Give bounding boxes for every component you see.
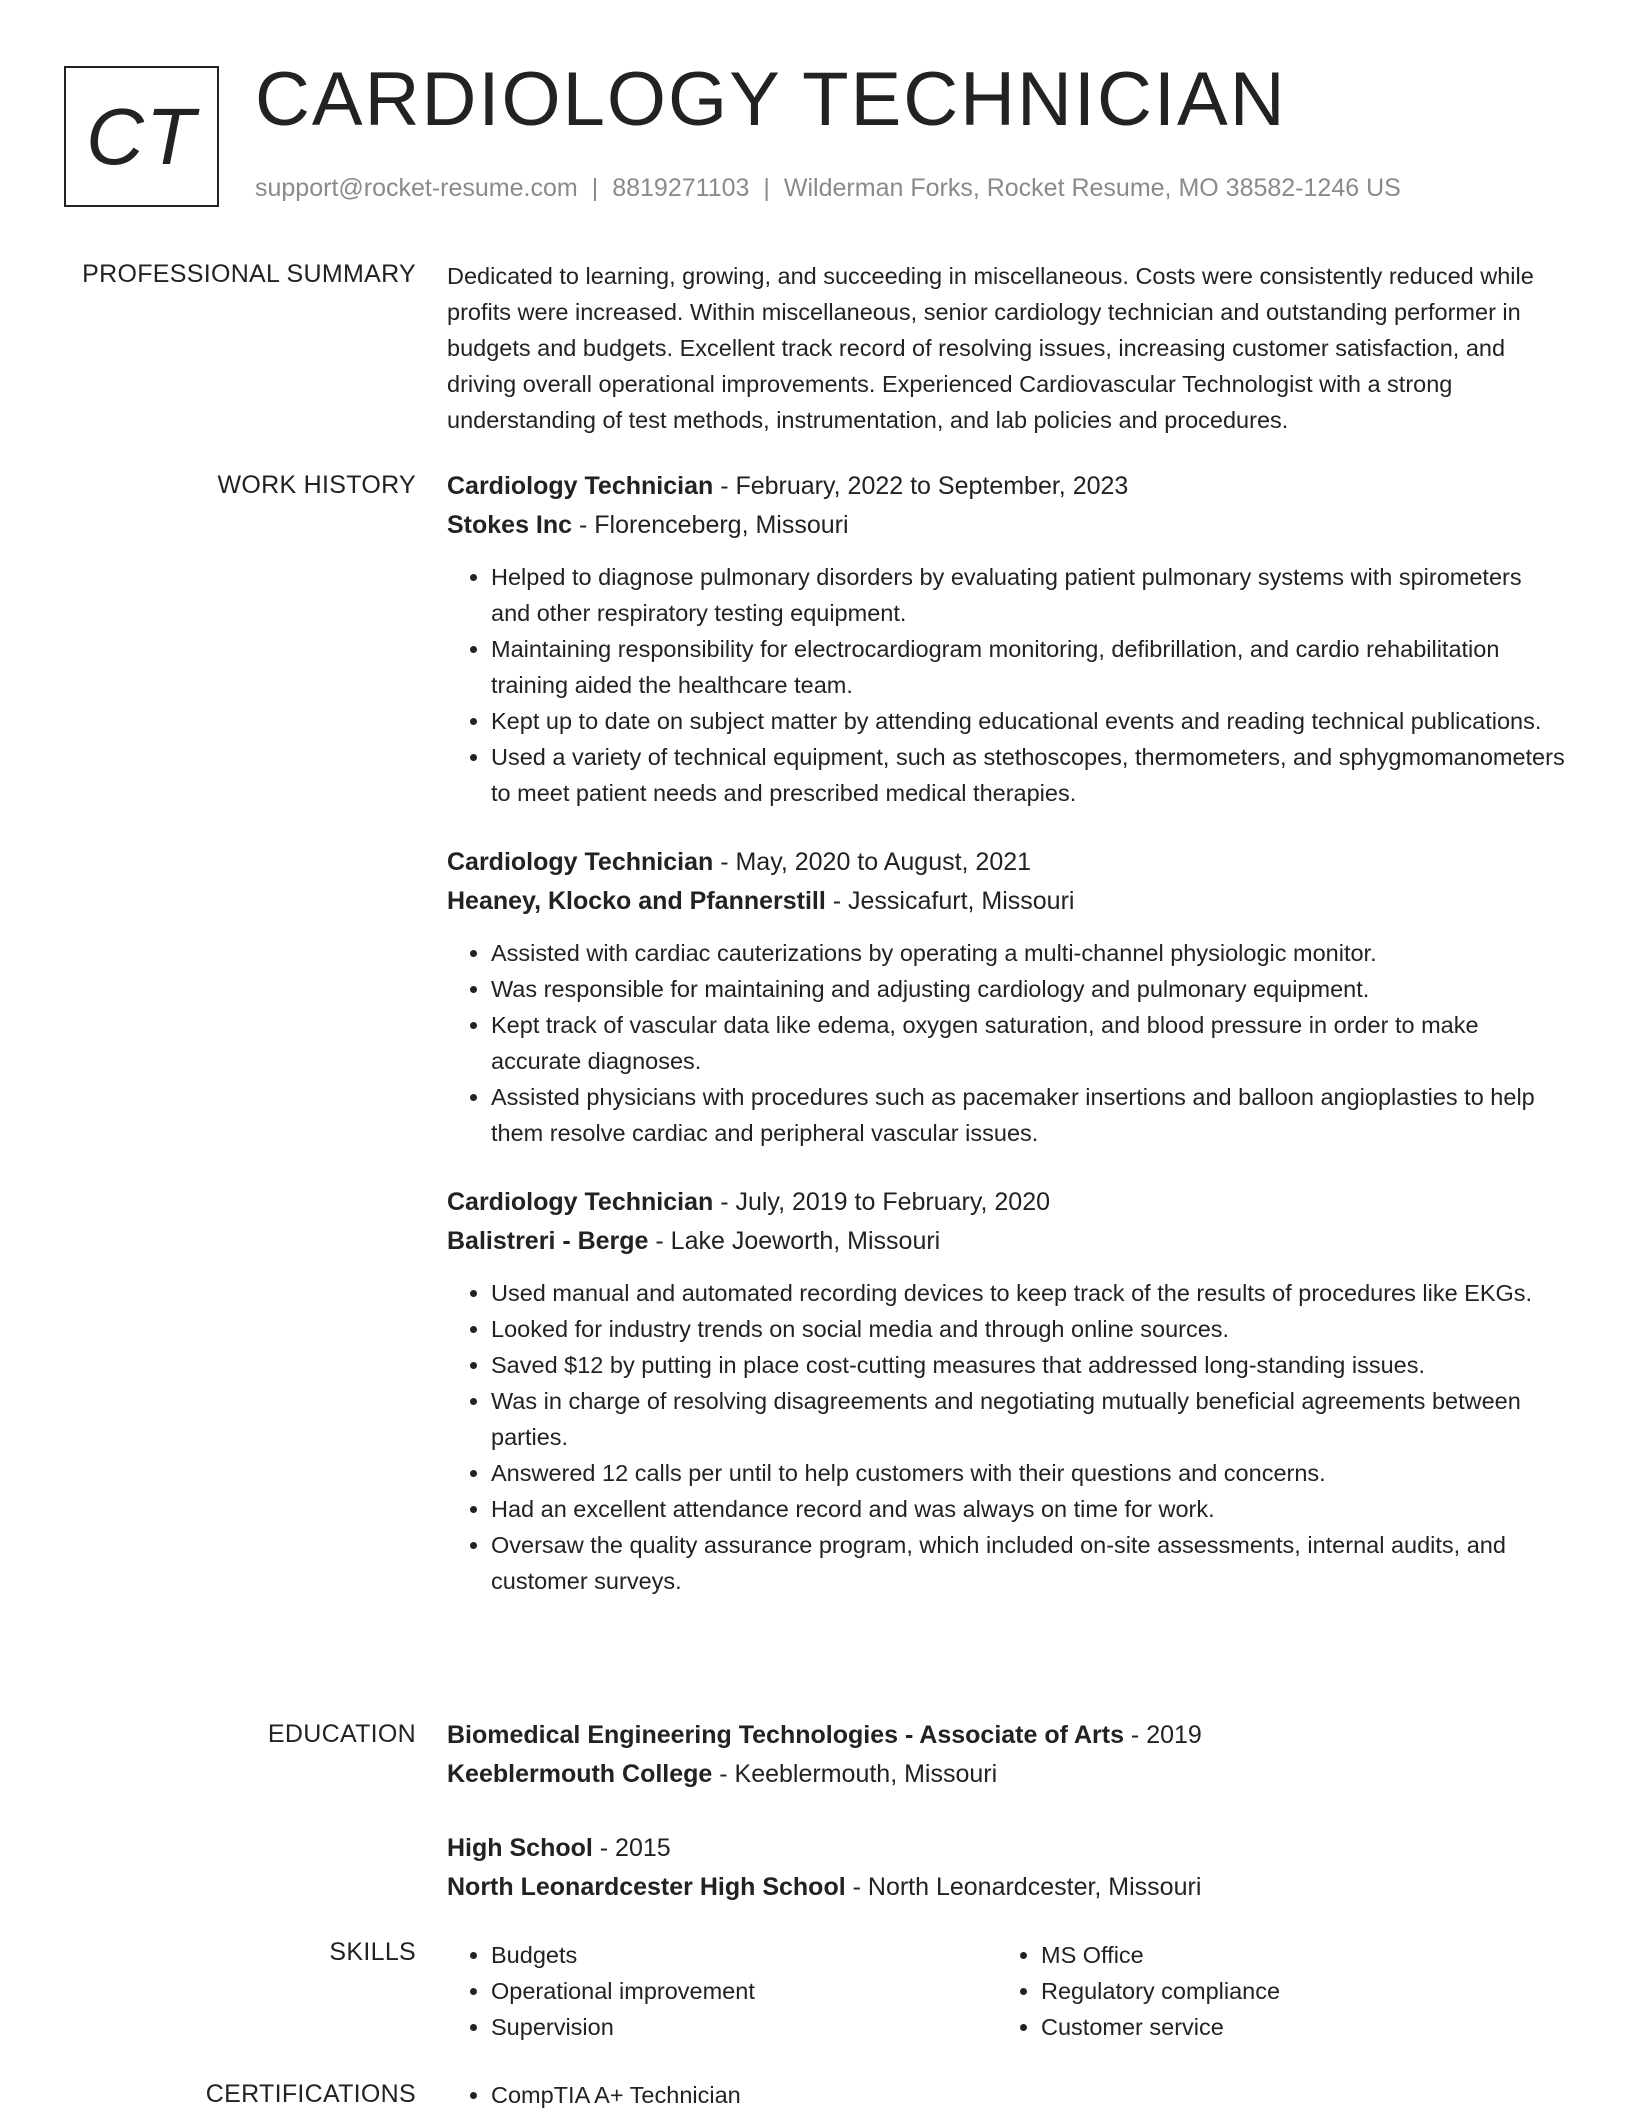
job-entry [447, 1183, 1567, 1599]
job-bullet: • Oversaw the quality assurance program, which included on-site assessments, internal audits, and customer surveys. [491, 1527, 1567, 1599]
skills-list [447, 1937, 997, 2045]
contact-separator: | [591, 174, 599, 202]
work-history-heading: WORK HISTORY [217, 471, 416, 499]
contact-phone[interactable]: 8819271103 [612, 174, 750, 202]
job-bullet: • Had an excellent attendance record and was always on time for work. [491, 1491, 1567, 1527]
job-bullet: • Used a variety of technical equipment, such as stethoscopes, thermometers, and sphygmomanometers to meet patient needs and prescribed medical therapies. [491, 739, 1567, 811]
job-company: Balistreri - Berge [447, 1227, 649, 1255]
education-year: - 2019 [1123, 1721, 1202, 1749]
education-degree-line [447, 1716, 1567, 1755]
job-company-line [447, 882, 1567, 921]
job-bullet: • Used manual and automated recording devices to keep track of the results of procedures like EKGs. [491, 1275, 1567, 1311]
summary-text: Dedicated to learning, growing, and succeeding in miscellaneous. Costs were consistently reduced while profits were increased. Within miscellaneous, senior cardiology technician and outstanding performer in budgets and budgets. Excellent track record of resolving issues, increasing customer satisfaction, and driving overall operational improvements. Experienced Cardiovascular Technologist with a strong understanding of test methods, instrumentation, and lab policies and procedures. [447, 263, 1534, 433]
contact-email[interactable]: support@rocket-resume.com [255, 174, 578, 202]
education-school-line [447, 1755, 1567, 1794]
job-bullet: • Answered 12 calls per until to help customers with their questions and concerns. [491, 1455, 1567, 1491]
monogram-logo: CT [64, 66, 219, 207]
job-company: Stokes Inc [447, 511, 573, 539]
job-title: Cardiology Technician [447, 848, 714, 876]
education-school-line [447, 1868, 1567, 1907]
education-section [447, 1716, 1567, 1942]
job-bullet: • Assisted physicians with procedures such as pacemaker insertions and balloon angioplasties to help them resolve cardiac and peripheral vascular issues. [491, 1079, 1567, 1151]
skill-item: • Budgets [491, 1937, 997, 1973]
skills-heading: SKILLS [329, 1938, 416, 1966]
job-bullet: • Maintaining responsibility for electrocardiogram monitoring, defibrillation, and cardio rehabilitation training aided the healthcare team. [491, 631, 1567, 703]
resume-title: CARDIOLOGY TECHNICIAN [255, 57, 1287, 142]
job-title: Cardiology Technician [447, 1188, 714, 1216]
job-bullets [447, 935, 1567, 1151]
skill-item: • MS Office [1041, 1937, 1547, 1973]
education-heading: EDUCATION [267, 1720, 416, 1748]
job-title-line [447, 1183, 1567, 1222]
education-year: - 2015 [592, 1834, 671, 1862]
job-bullet: • Kept track of vascular data like edema, oxygen saturation, and blood pressure in order to make accurate diagnoses. [491, 1007, 1567, 1079]
education-location: - Keeblermouth, Missouri [712, 1760, 998, 1788]
job-entry [447, 467, 1567, 811]
education-school: Keeblermouth College [447, 1760, 713, 1788]
education-school: North Leonardcester High School [447, 1873, 846, 1901]
job-company-line [447, 1222, 1567, 1261]
education-degree-line [447, 1829, 1567, 1868]
skills-column-right [997, 1937, 1547, 2045]
skill-item: • Supervision [491, 2009, 997, 2045]
job-location: - Lake Joeworth, Missouri [648, 1227, 941, 1255]
job-bullets [447, 1275, 1567, 1599]
job-bullet: • Kept up to date on subject matter by attending educational events and reading technical publications. [491, 703, 1567, 739]
certifications-heading: CERTIFICATIONS [205, 2080, 416, 2108]
job-title: Cardiology Technician [447, 472, 714, 500]
skills-column-left [447, 1937, 997, 2045]
certifications-section [447, 2077, 1567, 2113]
summary-section [447, 258, 1567, 438]
certifications-list [447, 2077, 1567, 2113]
contact-separator: | [763, 174, 770, 202]
job-bullet: • Saved $12 by putting in place cost-cutting measures that addressed long-standing issues. [491, 1347, 1567, 1383]
job-company-line [447, 506, 1567, 545]
contact-address: Wilderman Forks, Rocket Resume, MO 38582-1246 US [783, 174, 1401, 202]
skills-list [997, 1937, 1547, 2045]
job-bullet: • Helped to diagnose pulmonary disorders by evaluating patient pulmonary systems with spirometers and other respiratory testing equipment. [491, 559, 1567, 631]
job-location: - Jessicafurt, Missouri [825, 887, 1075, 915]
education-location: - North Leonardcester, Missouri [845, 1873, 1202, 1901]
education-entry [447, 1829, 1567, 1907]
contact-line [255, 174, 1401, 203]
education-entry [447, 1716, 1567, 1794]
job-bullet: • Was responsible for maintaining and adjusting cardiology and pulmonary equipment. [491, 971, 1567, 1007]
job-bullet: • Assisted with cardiac cauterizations by operating a multi-channel physiologic monitor. [491, 935, 1567, 971]
job-dates: - February, 2022 to September, 2023 [713, 472, 1129, 500]
certification-item: • CompTIA A+ Technician [491, 2077, 1567, 2113]
skill-item: • Customer service [1041, 2009, 1547, 2045]
skill-item: • Operational improvement [491, 1973, 997, 2009]
skills-section [447, 1937, 1567, 2045]
job-dates: - July, 2019 to February, 2020 [713, 1188, 1051, 1216]
job-bullet: • Was in charge of resolving disagreements and negotiating mutually beneficial agreements between parties. [491, 1383, 1567, 1455]
skills-columns [447, 1937, 1567, 2045]
job-title-line [447, 843, 1567, 882]
job-company: Heaney, Klocko and Pfannerstill [447, 887, 826, 915]
education-degree: Biomedical Engineering Technologies - Associate of Arts [447, 1721, 1124, 1749]
job-bullets [447, 559, 1567, 811]
job-dates: - May, 2020 to August, 2021 [713, 848, 1032, 876]
education-degree: High School [447, 1834, 593, 1862]
work-history-section [447, 467, 1567, 1631]
job-entry [447, 843, 1567, 1151]
summary-heading: PROFESSIONAL SUMMARY [82, 260, 416, 288]
job-bullet: • Looked for industry trends on social media and through online sources. [491, 1311, 1567, 1347]
job-title-line [447, 467, 1567, 506]
job-location: - Florenceberg, Missouri [572, 511, 849, 539]
skill-item: • Regulatory compliance [1041, 1973, 1547, 2009]
